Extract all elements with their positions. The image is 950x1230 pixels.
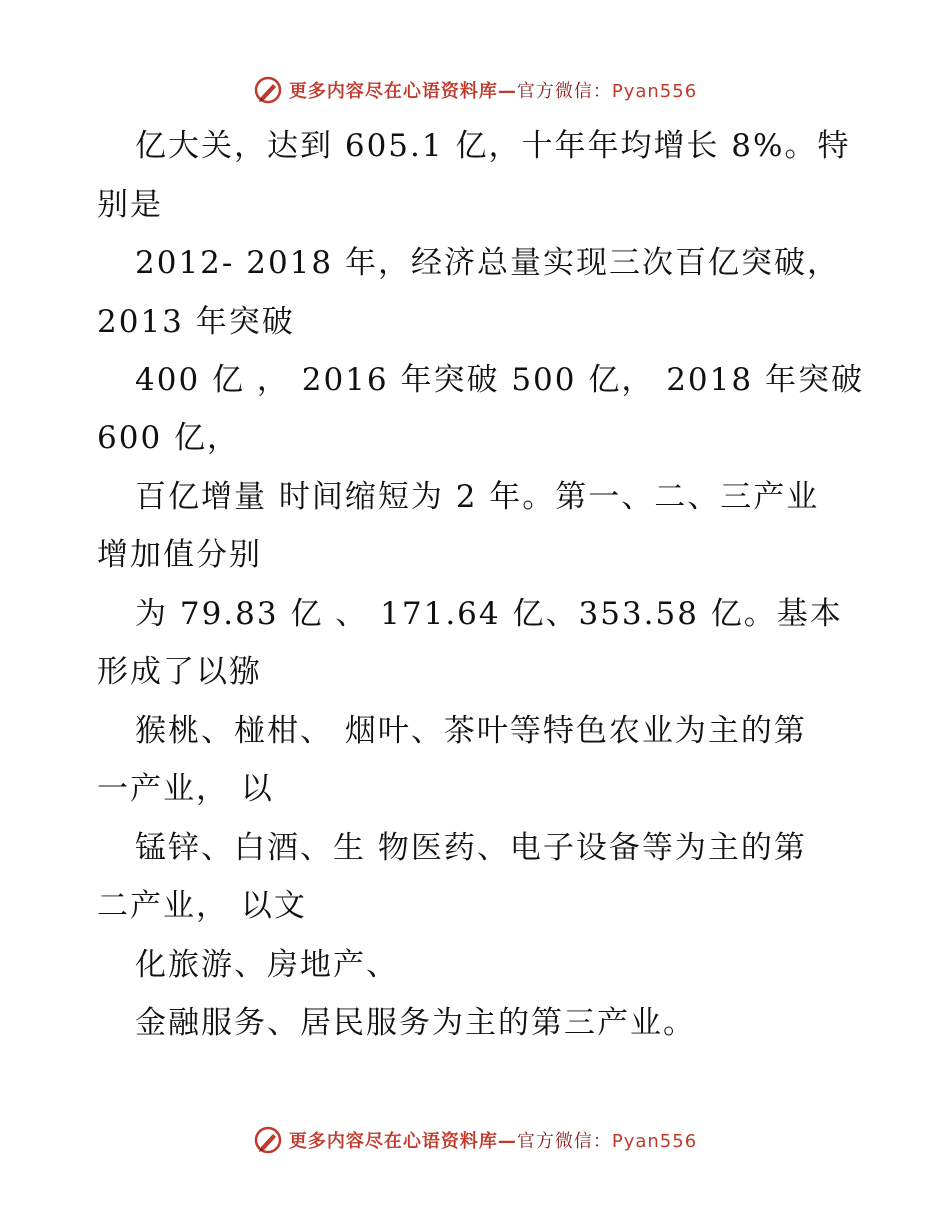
body-line: 别是 xyxy=(97,187,163,223)
header-banner xyxy=(0,70,950,110)
body-line: 猴桃、椪柑、 烟叶、茶叶等特色农业为主的第 xyxy=(135,713,807,749)
banner-wechat-label: 官方微信： xyxy=(516,1131,612,1152)
body-line: 亿大关，达到 605.1 亿，十年年均增长 8%。特 xyxy=(135,128,851,164)
body-line: 一产业， 以 xyxy=(97,771,274,807)
body-line: 百亿增量 时间缩短为 2 年。第一、二、三产业 xyxy=(135,479,820,515)
body-line: 为 79.83 亿 、 171.64 亿、353.58 亿。基本 xyxy=(135,596,843,632)
banner-wechat-label: 官方微信： xyxy=(516,81,612,102)
body-line: 锰锌、白酒、生 物医药、电子设备等为主的第 xyxy=(135,830,807,866)
body-line: 二产业， 以文 xyxy=(97,888,307,924)
body-line: 600 亿， xyxy=(97,420,241,456)
banner-wechat-id: Pyan556 xyxy=(611,1131,698,1152)
body-line: 形成了以猕 xyxy=(97,654,262,690)
body-line: 2012- 2018 年，经济总量实现三次百亿突破， xyxy=(135,245,840,281)
body-line: 400 亿 ， 2016 年突破 500 亿， 2018 年突破 xyxy=(135,362,864,398)
banner-text xyxy=(289,1127,697,1153)
body-line: 2013 年突破 xyxy=(97,304,295,340)
pen-logo-icon xyxy=(253,75,283,105)
banner-text xyxy=(289,77,697,103)
footer-banner xyxy=(0,1120,950,1160)
banner-main-text: 更多内容尽在心语资料库— xyxy=(288,81,517,102)
body-line: 化旅游、房地产、 xyxy=(135,947,399,983)
pen-logo-icon xyxy=(253,1125,283,1155)
banner-wechat-id: Pyan556 xyxy=(611,81,698,102)
body-line: 增加值分别 xyxy=(97,537,262,573)
banner-main-text: 更多内容尽在心语资料库— xyxy=(288,1131,517,1152)
body-line: 金融服务、居民服务为主的第三产业。 xyxy=(135,1005,696,1041)
